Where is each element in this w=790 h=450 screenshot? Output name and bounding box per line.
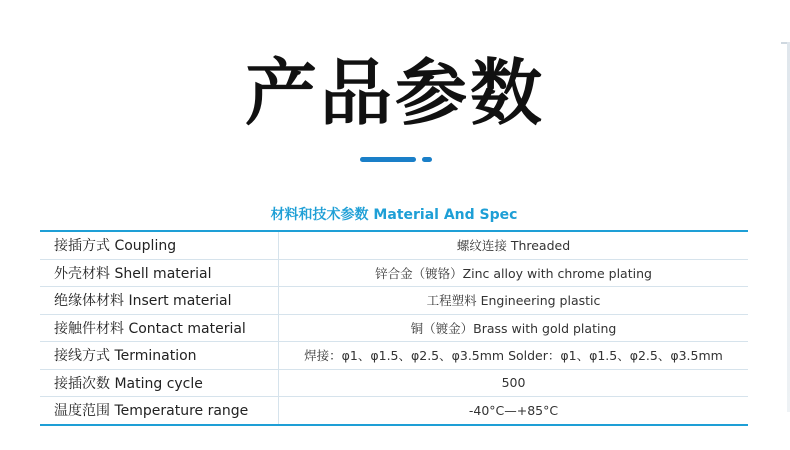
accent-bar-long	[360, 157, 416, 162]
row-label: 接插方式 Coupling	[40, 231, 279, 259]
row-value: 螺纹连接 Threaded	[456, 238, 571, 254]
table-row	[40, 342, 748, 370]
accent-bar-short	[422, 157, 432, 162]
row-value: -40°C—+85°C	[279, 397, 749, 425]
row-value: 铜（镀金）Brass with gold plating	[279, 314, 749, 342]
table-row	[40, 314, 748, 342]
row-label: 绝缘体材料 Insert material	[40, 287, 279, 315]
table-row	[40, 259, 748, 287]
page-title: 产品参数	[244, 51, 545, 135]
table-row	[40, 397, 748, 425]
table-caption: 材料和技术参数 Material And Spec	[270, 207, 518, 223]
edge-decoration-tick	[781, 42, 787, 44]
row-label: 温度范围 Temperature range	[40, 397, 279, 425]
row-label: 外壳材料 Shell material	[40, 259, 279, 287]
table-row	[40, 369, 748, 397]
row-value: 锌合金（镀铬）Zinc alloy with chrome plating	[279, 259, 749, 287]
row-label: 接触件材料 Contact material	[40, 314, 279, 342]
table-row	[40, 287, 748, 315]
row-label: 接插次数 Mating cycle	[40, 369, 279, 397]
spec-table	[40, 230, 748, 426]
row-value: 焊接：φ1、φ1.5、φ2.5、φ3.5mm Solder：φ1、φ1.5、φ2.5、φ3.5mm	[279, 342, 749, 370]
row-value: 500	[279, 369, 749, 397]
row-value: 工程塑料 Engineering plastic	[279, 287, 749, 315]
table-row	[40, 231, 748, 259]
row-label: 接线方式 Termination	[40, 342, 279, 370]
